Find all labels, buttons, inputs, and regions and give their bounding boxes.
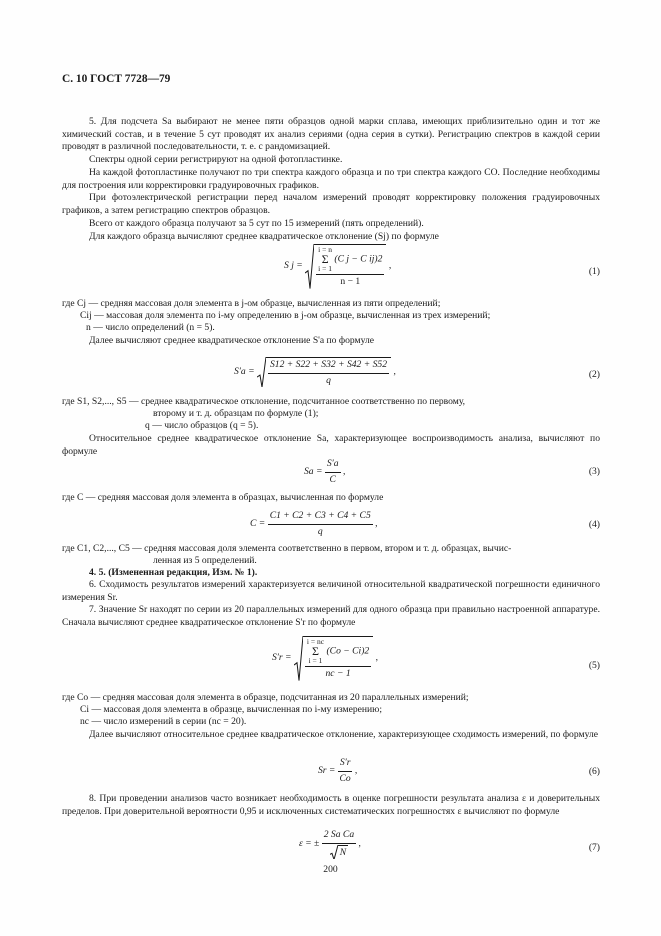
def-s1-s5-cont: второму и т. д. образцам по формуле (1); — [153, 408, 319, 419]
eq6-lhs: Sr = — [318, 764, 336, 776]
eq7-number: (7) — [588, 842, 600, 853]
paragraph-5: 5. Для подсчета Sa выбирают не менее пяти образцов одной марки сплава, имеющих приблизительно один и тот же химический состав, и в течение 5 сут проводят их анализ сериями (одна серия в сутки). Регистрацию спектров в каждой серии проводят в различной последовательности, т. е. с рандомизацией. — [62, 116, 600, 153]
eq5-numerator: (Co − Ci)2 — [326, 645, 370, 657]
eq7-numerator: 2 Sa Ca — [322, 829, 356, 844]
paragraph-sj-intro: Для каждого образца вычисляют среднее квадратическое отклонение (Sj) по формуле — [89, 231, 439, 242]
eq4-number: (4) — [588, 519, 600, 530]
equation-7: ε = ± $\frac{\text{2 Sa Ca}}{N}$ , (7) — [299, 829, 600, 858]
eq3-denominator: C — [329, 473, 336, 485]
equation-2: S′a = $\frac{S12 + S22 + S32 + S42 + S52}{q}$ , (2) — [234, 359, 600, 386]
eq1-sum: i = n Σ i = 1 — [318, 245, 332, 273]
radical-icon — [305, 244, 314, 289]
paragraph-spectra-series: Спектры одной серии регистрируют на одной фотопластинке. — [89, 154, 343, 165]
equation-5: S′r = i = nc Σ i = 1 (Co − Ci)2 nc − 1 , (5) — [272, 637, 600, 679]
eq1-number: (1) — [588, 266, 600, 277]
paragraph-sa-intro: Относительное среднее квадратическое отклонение Sa, характеризующее воспроизводимость анализа, вычисляют по формуле — [62, 433, 600, 457]
eq6-denominator: Co — [339, 772, 351, 784]
eq3-lhs: Sa = — [304, 465, 323, 477]
def-c1-c5: где C1, C2,..., C5 — средняя массовая доля элемента соответственно в первом, втором и т. д. образцах, вычис- — [62, 543, 512, 554]
def-ci: Ci — массовая доля элемента в образце, вычисленная по i-му измерению; — [80, 704, 383, 715]
paragraph-sa-prime-intro: Далее вычисляют среднее квадратическое отклонение S'a по формуле — [89, 335, 375, 346]
eq3-number: (3) — [588, 466, 600, 477]
def-s1-s5: где S1, S2,..., S5 — среднее квадратическое отклонение, подсчитанное соответственно по первому, — [62, 396, 466, 407]
eq2-denominator: q — [326, 374, 331, 386]
paragraph-amendment: 4. 5. (Измененная редакция, Изм. № 1). — [89, 567, 258, 578]
equation-6: Sr = $\frac{S'r}{Co}$ , (6) — [318, 757, 600, 784]
eq7-lhs: ε = ± — [299, 837, 320, 849]
eq5-lhs: S′r = — [272, 652, 292, 663]
eq4-denominator: q — [317, 525, 323, 537]
page-header: С. 10 ГОСТ 7728—79 — [62, 73, 171, 85]
def-n: n — число определений (n = 5). — [86, 322, 215, 333]
eq7-denominator: N — [339, 846, 347, 858]
sigma-icon: Σ — [312, 644, 319, 658]
def-c: где C — средняя массовая доля элемента в образцах, вычисленная по формуле — [62, 492, 384, 503]
eq1-lhs: S j = — [284, 260, 303, 271]
paragraph-7: 7. Значение Sr находят по серии из 20 параллельных измерений для одного образца при правильно настроенной аппаратуре. Сначала вычисляют среднее квадратическое отклонение S'r по формуле — [62, 604, 600, 628]
def-q: q — число образцов (q = 5). — [145, 420, 259, 431]
eq2-numerator: S12 + S22 + S32 + S42 + S52 — [268, 359, 389, 374]
eq1-denominator: n − 1 — [340, 276, 361, 287]
eq5-root — [294, 636, 373, 681]
eq1-frac — [316, 246, 384, 289]
equation-1: S j = i = n Σ i = 1 (C j − C ij)2 n − 1 , (1) — [284, 245, 600, 287]
eq4-lhs: C = — [250, 517, 266, 529]
paragraph-6: 6. Сходимость результатов измерений характеризуется величиной относительной квадратической погрешности единичного измерения Sr. — [62, 579, 600, 603]
eq5-number: (5) — [588, 660, 600, 671]
eq2-number: (2) — [588, 369, 600, 380]
paragraph-total: Всего от каждого образца получают за 5 сут по 15 измерений (пять определений). — [89, 218, 424, 229]
eq5-sum: i = nc Σ i = 1 — [306, 637, 325, 665]
eq2-root — [257, 357, 391, 387]
eq5-denominator: nc − 1 — [325, 668, 351, 679]
paragraph-photoelectric: При фотоэлектрической регистрации перед началом измерений проводят корректировку положения градуировочных графиков, а затем регистрацию спектров образцов. — [62, 192, 600, 216]
def-nc: nc — число измерений в серии (nc = 20). — [80, 716, 247, 727]
def-cij: Cij — массовая доля элемента по i-му определению в j-ом образце, вычисленная из трех измерений; — [80, 310, 491, 321]
paragraph-8: 8. При проведении анализов часто возникает необходимость в оценке погрешности результата анализа ε и доверительных пределов. При доверительной вероятности 0,95 и исключенных систематических погрешностях ε вычисляют по формуле — [62, 793, 600, 817]
eq6-number: (6) — [588, 766, 600, 777]
sigma-icon: Σ — [321, 252, 329, 266]
radical-icon — [330, 845, 338, 860]
def-co: где Co — средняя массовая доля элемента в образце, подсчитанная из 20 параллельных измерений; — [62, 692, 469, 703]
radical-icon — [257, 357, 266, 387]
def-c1-c5-cont: ленная из 5 определений. — [153, 555, 257, 566]
eq7-root — [330, 845, 348, 860]
eq1-root — [305, 244, 386, 289]
eq6-numerator: S′r — [338, 757, 353, 772]
page-number: 200 — [323, 864, 338, 875]
eq1-numerator: (C j − C ij)2 — [334, 253, 383, 265]
paragraph-photoplate: На каждой фотопластинке получают по три спектра каждого образца и по три спектра каждого СО. Последние необходимы для построения или корректировки градуировочных графиков. — [62, 167, 600, 191]
paragraph-sr-intro: Далее вычисляют относительное среднее квадратическое отклонение, характеризующее сходимость измерений, по формуле — [89, 729, 599, 740]
eq2-lhs: S′a = — [234, 365, 255, 377]
eq3-numerator: S′a — [325, 458, 341, 473]
equation-4: C = $\frac{C1 + C2 + C3 + C4 + C5}{q}$ , (4) — [250, 510, 600, 537]
eq4-numerator: C1 + C2 + C3 + C4 + C5 — [268, 510, 373, 525]
equation-3: Sa = $\frac{S'a}{C}$ , (3) — [304, 458, 600, 485]
radical-icon — [294, 636, 303, 681]
def-cj: где Cj — средняя массовая доля элемента в j-ом образце, вычисленная из пяти определений; — [62, 298, 441, 309]
